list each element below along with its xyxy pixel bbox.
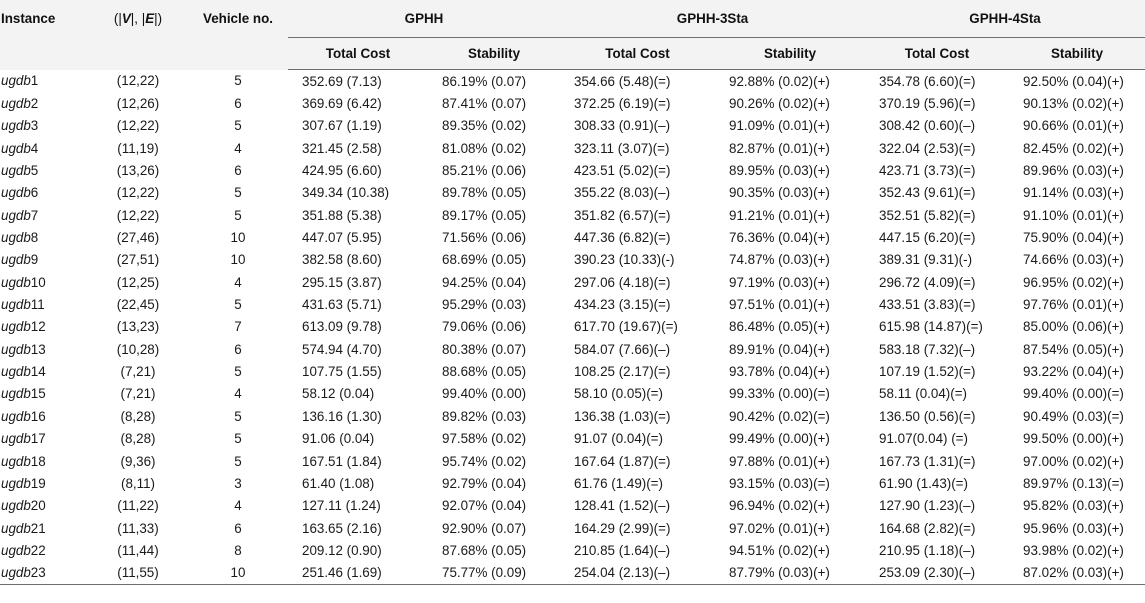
total-cost-header: Total Cost [288,38,428,70]
gphh-3sta-total-cost-cell: 351.82 (6.57)(=) [574,207,671,223]
vehicle-cell: 7 [234,319,242,335]
gphh-4sta-total-cost-cell: 296.72 (4.09)(=) [879,274,976,290]
gphh-3sta-stability-cell: 76.36% (0.04)(+) [729,230,830,246]
gphh-4sta-stability-cell: 74.66% (0.03)(+) [1023,252,1124,268]
gphh-3sta-stability-cell: 86.48% (0.05)(+) [729,319,830,335]
gphh-4sta-total-cost-cell: 322.04 (2.53)(=) [879,140,976,156]
instance-prefix: ugdb [1,408,31,424]
gphh-4sta-stability-cell: 95.96% (0.03)(+) [1023,520,1124,536]
gphh-4sta-stability-cell: 82.45% (0.02)(+) [1023,140,1124,156]
gphh-total-cost-cell: 351.88 (5.38) [302,207,382,223]
gphh-3sta-total-cost-cell: 61.76 (1.49)(=) [574,475,663,491]
instance-prefix: ugdb [1,96,31,112]
gphh-total-cost-cell: 613.09 (9.78) [302,319,382,335]
instance-number: 1 [30,73,39,89]
group-gphh-4sta-header: GPHH-4Sta [865,0,1145,38]
gphh-3sta-stability-cell: 90.26% (0.02)(+) [729,96,830,112]
gphh-total-cost-cell: 447.07 (5.95) [302,230,382,246]
gphh-4sta-total-cost-cell: 389.31 (9.31)(-) [879,252,973,268]
instance-cell [0,495,88,517]
instance-number: 14 [30,364,46,380]
vertex-edge-cell: (11,22) [117,498,159,514]
table-row [0,360,1145,382]
instance-cell [0,115,88,137]
gphh-stability-cell: 88.68% (0.05) [442,364,527,380]
gphh-3sta-stability-cell: 97.88% (0.01)(+) [729,453,830,469]
gphh-3sta-stability-cell: 96.94% (0.02)(+) [729,498,830,514]
gphh-total-cost-cell: 209.12 (0.90) [302,542,382,558]
gphh-4sta-stability-cell: 95.82% (0.03)(+) [1023,498,1124,514]
instance-number: 10 [30,274,46,290]
gphh-total-cost-cell: 91.06 (0.04) [302,431,375,447]
instance-cell [0,428,88,450]
gphh-3sta-total-cost-cell: 58.10 (0.05)(=) [574,386,663,402]
table-body [0,70,1145,585]
instance-prefix: ugdb [1,185,31,201]
gphh-4sta-total-cost-cell: 164.68 (2.82)(=) [879,520,976,536]
gphh-3sta-total-cost-cell: 128.41 (1.52)(–) [574,498,671,514]
gphh-stability-cell: 89.35% (0.02) [442,118,527,134]
instance-number: 13 [30,341,46,357]
gphh-4sta-total-cost-cell: 61.90 (1.43)(=) [879,475,968,491]
instance-header: Instance [1,11,56,26]
gphh-stability-cell: 89.82% (0.03) [442,408,527,424]
gphh-stability-cell: 89.78% (0.05) [442,185,527,201]
vehicle-cell: 5 [234,118,242,134]
instance-number: 9 [30,252,39,268]
gphh-4sta-total-cost-cell: 253.09 (2.30)(–) [865,562,1009,585]
vehicle-cell: 5 [234,73,242,89]
vehicle-cell: 6 [234,341,242,357]
vehicle-cell: 5 [234,297,242,313]
gphh-3sta-total-cost-cell: 423.51 (5.02)(=) [574,163,671,179]
gphh-4sta-stability-cell: 89.97% (0.13)(=) [1023,475,1124,491]
gphh-4sta-stability-cell: 97.00% (0.02)(+) [1023,453,1124,469]
table-row [0,472,1145,494]
gphh-3sta-stability-cell: 99.33% (0.00)(=) [729,386,830,402]
vehicle-cell: 10 [188,562,288,585]
gphh-stability-cell: 95.29% (0.03) [442,297,527,313]
gphh-stability-cell: 71.56% (0.06) [442,230,527,246]
instance-prefix: ugdb [1,319,31,335]
gphh-3sta-total-cost-cell: 434.23 (3.15)(=) [574,297,671,313]
table-header [0,0,1145,70]
table-row [0,249,1145,271]
vehicle-cell: 4 [234,274,242,290]
table-row [0,92,1145,114]
gphh-stability-cell: 97.58% (0.02) [442,431,527,447]
instance-cell [0,159,88,181]
gphh-stability-cell: 68.69% (0.05) [442,252,527,268]
gphh-4sta-stability-cell: 75.90% (0.04)(+) [1023,230,1124,246]
vehicle-cell: 6 [234,520,242,536]
gphh-4sta-stability-cell: 87.54% (0.05)(+) [1023,341,1124,357]
vertex-edge-cell: (13,26) [116,163,160,179]
gphh-stability-cell: 87.41% (0.07) [442,96,527,112]
gphh-4sta-stability-cell: 85.00% (0.06)(+) [1023,319,1124,335]
vehicle-cell: 5 [234,185,242,201]
vehicle-cell: 4 [234,386,242,402]
instance-prefix: ugdb [1,252,31,268]
gphh-stability-cell: 92.07% (0.04) [442,498,527,514]
vertex-edge-cell: (10,28) [116,341,160,357]
gphh-3sta-stability-cell: 94.51% (0.02)(+) [729,542,830,558]
gphh-stability-cell: 95.74% (0.02) [442,453,527,469]
gphh-total-cost-cell: 107.75 (1.55) [302,364,382,380]
gphh-4sta-stability-cell: 87.02% (0.03)(+) [1009,562,1145,585]
instance-cell [0,204,88,226]
table-row [0,226,1145,248]
table-row [0,383,1145,405]
instance-prefix: ugdb [1,297,31,313]
gphh-total-cost-cell: 431.63 (5.71) [302,297,382,313]
table-row [0,182,1145,204]
gphh-4sta-stability-cell: 91.10% (0.01)(+) [1023,207,1124,223]
vertex-edge-cell: (27,46) [116,230,160,246]
vehicle-cell: 6 [234,96,242,112]
vertex-edge-cell: (12,22) [116,73,160,89]
instance-prefix: ugdb [1,140,31,156]
gphh-total-cost-cell: 61.40 (1.08) [302,475,375,491]
gphh-3sta-stability-cell: 82.87% (0.01)(+) [729,140,830,156]
instance-number: 16 [30,408,46,424]
gphh-4sta-stability-cell: 99.40% (0.00)(=) [1023,386,1124,402]
instance-cell [0,92,88,114]
instance-cell [0,137,88,159]
table-row [0,293,1145,315]
gphh-3sta-stability-cell: 93.78% (0.04)(+) [729,364,830,380]
vertex-edge-cell: (12,22) [116,118,160,134]
vehicle-header: Vehicle no. [203,11,273,26]
gphh-4sta-total-cost-cell: 167.73 (1.31)(=) [879,453,976,469]
instance-cell [0,182,88,204]
table-row [0,159,1145,181]
gphh-4sta-stability-cell: 99.50% (0.00)(+) [1023,431,1124,447]
gphh-4sta-stability-cell: 93.98% (0.02)(+) [1023,542,1124,558]
gphh-stability-cell: 92.79% (0.04) [442,475,527,491]
instance-prefix: ugdb [1,453,31,469]
gphh-4sta-total-cost-cell: 127.90 (1.23)(–) [879,498,976,514]
gphh-4sta-total-cost-cell: 354.78 (6.60)(=) [879,73,976,89]
gphh-3sta-stability-cell: 90.35% (0.03)(+) [729,185,830,201]
gphh-3sta-stability-cell: 91.09% (0.01)(+) [729,118,830,134]
gphh-total-cost-cell: 295.15 (3.87) [302,274,382,290]
table-row [0,562,1145,585]
gphh-stability-cell: 86.19% (0.07) [442,73,527,89]
gphh-3sta-stability-cell: 87.79% (0.03)(+) [715,562,865,585]
instance-cell [0,383,88,405]
instance-cell [0,539,88,561]
vertex-edge-cell: (11,55) [88,562,188,585]
vehicle-cell: 6 [234,163,242,179]
gphh-4sta-stability-cell: 92.50% (0.04)(+) [1023,73,1124,89]
gphh-4sta-stability-cell: 90.13% (0.02)(+) [1023,96,1124,112]
vertex-edge-cell: (7,21) [120,364,156,380]
gphh-total-cost-cell: 424.95 (6.60) [302,163,382,179]
instance-cell [0,271,88,293]
vertex-edge-cell: (12,22) [116,185,160,201]
instance-number: 15 [30,386,46,402]
gphh-stability-cell: 89.17% (0.05) [442,207,527,223]
vehicle-cell: 4 [234,140,242,156]
instance-cell [0,226,88,248]
gphh-stability-cell: 79.06% (0.06) [442,319,527,335]
gphh-4sta-stability-cell: 90.49% (0.03)(=) [1023,408,1124,424]
vertex-edge-cell: (11,44) [117,542,159,558]
instance-number: 20 [30,498,46,514]
gphh-total-cost-cell: 574.94 (4.70) [302,341,382,357]
instance-number: 18 [30,453,46,469]
gphh-4sta-stability-cell: 97.76% (0.01)(+) [1023,297,1124,313]
gphh-total-cost-cell: 321.45 (2.58) [302,140,382,156]
instance-cell [0,562,88,585]
instance-number: 2 [30,96,39,112]
gphh-4sta-stability-cell: 89.96% (0.03)(+) [1023,163,1124,179]
gphh-3sta-total-cost-cell: 167.64 (1.87)(=) [574,453,671,469]
instance-cell [0,316,88,338]
gphh-4sta-total-cost-cell: 423.71 (3.73)(=) [879,163,976,179]
instance-prefix: ugdb [1,386,31,402]
vertex-edge-cell: (22,45) [116,297,160,313]
gphh-4sta-stability-cell: 96.95% (0.02)(+) [1023,274,1124,290]
group-gphh-3sta-header: GPHH-3Sta [560,0,865,38]
gphh-total-cost-cell: 136.16 (1.30) [302,408,382,424]
gphh-4sta-total-cost-cell: 308.42 (0.60)(–) [879,118,976,134]
gphh-4sta-stability-cell: 91.14% (0.03)(+) [1023,185,1124,201]
table-row [0,271,1145,293]
gphh-3sta-stability-cell: 74.87% (0.03)(+) [729,252,830,268]
vehicle-cell: 5 [234,453,242,469]
vertex-edge-cell: (8,11) [121,475,155,491]
instance-number: 12 [30,319,46,335]
gphh-3sta-stability-cell: 92.88% (0.02)(+) [729,73,830,89]
instance-number: 17 [30,431,46,447]
instance-cell [0,70,88,93]
gphh-total-cost-cell: 58.12 (0.04) [302,386,375,402]
gphh-3sta-stability-cell: 97.19% (0.03)(+) [729,274,830,290]
gphh-3sta-total-cost-cell: 308.33 (0.91)(–) [574,118,671,134]
vertex-edge-cell: (8,28) [120,408,156,424]
gphh-stability-cell: 99.40% (0.00) [442,386,527,402]
table-row [0,70,1145,93]
instance-prefix: ugdb [1,475,31,491]
gphh-3sta-total-cost-cell: 164.29 (2.99)(=) [574,520,671,536]
vertex-edge-cell: (7,21) [120,386,156,402]
gphh-3sta-stability-cell: 97.51% (0.01)(+) [729,297,830,313]
instance-prefix: ugdb [1,163,31,179]
table-row [0,204,1145,226]
table-row [0,539,1145,561]
gphh-3sta-stability-cell: 89.91% (0.04)(+) [729,341,830,357]
stability-header: Stability [1009,38,1145,70]
instance-cell [0,360,88,382]
instance-cell [0,293,88,315]
gphh-stability-cell: 92.90% (0.07) [442,520,527,536]
gphh-3sta-total-cost-cell: 210.85 (1.64)(–) [574,542,671,558]
table-row [0,517,1145,539]
gphh-3sta-total-cost-cell: 354.66 (5.48)(=) [574,73,671,89]
instance-prefix: ugdb [1,542,31,558]
table-row [0,115,1145,137]
gphh-3sta-total-cost-cell: 108.25 (2.17)(=) [574,364,671,380]
gphh-4sta-total-cost-cell: 136.50 (0.56)(=) [879,408,976,424]
stability-header: Stability [715,38,865,70]
gphh-stability-cell: 87.68% (0.05) [442,542,527,558]
gphh-3sta-total-cost-cell: 617.70 (19.67)(=) [574,319,678,335]
vertex-edge-cell: (13,23) [116,319,160,335]
instance-number: 23 [30,565,46,581]
gphh-4sta-total-cost-cell: 615.98 (14.87)(=) [879,319,983,335]
gphh-3sta-total-cost-cell: 355.22 (8.03)(–) [574,185,671,201]
gphh-3sta-total-cost-cell: 136.38 (1.03)(=) [574,408,671,424]
gphh-4sta-total-cost-cell: 91.07(0.04) (=) [879,431,968,447]
gphh-3sta-total-cost-cell: 584.07 (7.66)(–) [574,341,671,357]
instance-cell [0,472,88,494]
total-cost-header: Total Cost [560,38,715,70]
instance-prefix: ugdb [1,341,31,357]
total-cost-header: Total Cost [865,38,1009,70]
gphh-4sta-total-cost-cell: 352.51 (5.82)(=) [879,207,976,223]
gphh-total-cost-cell: 307.67 (1.19) [302,118,382,134]
vertex-edge-cell: (9,36) [120,453,156,469]
gphh-3sta-stability-cell: 89.95% (0.03)(+) [729,163,830,179]
gphh-4sta-stability-cell: 90.66% (0.01)(+) [1023,118,1124,134]
gphh-4sta-total-cost-cell: 447.15 (6.20)(=) [879,230,976,246]
gphh-4sta-total-cost-cell: 370.19 (5.96)(=) [879,96,976,112]
vehicle-cell: 5 [234,364,242,380]
gphh-3sta-total-cost-cell: 91.07 (0.04)(=) [574,431,663,447]
gphh-4sta-stability-cell: 93.22% (0.04)(+) [1023,364,1124,380]
gphh-3sta-stability-cell: 99.49% (0.00)(+) [729,431,830,447]
gphh-total-cost-cell: 382.58 (8.60) [302,252,382,268]
table-row [0,495,1145,517]
table-row [0,405,1145,427]
instance-number: 19 [30,475,46,491]
vertex-edge-cell: (12,26) [116,96,160,112]
instance-number: 4 [30,140,39,156]
instance-prefix: ugdb [1,498,31,514]
instance-number: 21 [30,520,46,536]
instance-prefix: ugdb [1,207,31,223]
instance-cell [0,450,88,472]
instance-prefix: ugdb [1,565,31,581]
instance-cell [0,338,88,360]
gphh-3sta-total-cost-cell: 390.23 (10.33)(-) [574,252,675,268]
instance-cell [0,405,88,427]
vehicle-cell: 10 [230,230,246,246]
vertex-edge-cell: (12,25) [116,274,160,290]
instance-prefix: ugdb [1,364,31,380]
gphh-total-cost-cell: 163.65 (2.16) [302,520,382,536]
gphh-3sta-total-cost-cell: 323.11 (3.07)(=) [574,140,670,156]
gphh-4sta-total-cost-cell: 352.43 (9.61)(=) [879,185,976,201]
vertex-edge-cell: (12,22) [116,207,160,223]
gphh-3sta-stability-cell: 91.21% (0.01)(+) [729,207,830,223]
vehicle-cell: 5 [234,431,242,447]
instance-number: 8 [30,230,39,246]
gphh-total-cost-cell: 251.46 (1.69) [288,562,428,585]
gphh-3sta-total-cost-cell: 297.06 (4.18)(=) [574,274,671,290]
table-row [0,428,1145,450]
vehicle-cell: 8 [234,542,242,558]
table-row [0,316,1145,338]
table-row [0,338,1145,360]
instance-prefix: ugdb [1,431,31,447]
instance-prefix: ugdb [1,274,31,290]
vertex-edge-cell: (11,33) [117,520,159,536]
instance-number: 3 [30,118,39,134]
gphh-3sta-stability-cell: 90.42% (0.02)(=) [729,408,830,424]
gphh-stability-cell: 80.38% (0.07) [442,341,527,357]
gphh-stability-cell: 81.08% (0.02) [442,140,527,156]
group-gphh-header: GPHH [288,0,560,38]
gphh-4sta-total-cost-cell: 58.11 (0.04)(=) [879,386,967,402]
gphh-total-cost-cell: 352.69 (7.13) [302,73,382,89]
stability-header: Stability [428,38,560,70]
gphh-4sta-total-cost-cell: 107.19 (1.52)(=) [879,364,976,380]
gphh-total-cost-cell: 349.34 (10.38) [302,185,390,201]
vertex-edge-cell: (27,51) [116,252,160,268]
gphh-3sta-total-cost-cell: 372.25 (6.19)(=) [574,96,671,112]
instance-number: 22 [30,542,46,558]
gphh-stability-cell: 75.77% (0.09) [428,562,560,585]
instance-prefix: ugdb [1,230,31,246]
instance-prefix: ugdb [1,520,31,536]
gphh-total-cost-cell: 127.11 (1.24) [302,498,381,514]
instance-prefix: ugdb [1,73,31,89]
vehicle-cell: 5 [234,207,242,223]
instance-prefix: ugdb [1,118,31,134]
gphh-3sta-total-cost-cell: 447.36 (6.82)(=) [574,230,671,246]
table-row [0,450,1145,472]
instance-cell [0,249,88,271]
instance-number: 5 [30,163,39,179]
instance-number: 11 [30,297,45,313]
gphh-stability-cell: 94.25% (0.04) [442,274,527,290]
gphh-4sta-total-cost-cell: 433.51 (3.83)(=) [879,297,976,313]
vertex-edge-cell: (8,28) [120,431,156,447]
table-row [0,137,1145,159]
gphh-total-cost-cell: 369.69 (6.42) [302,96,382,112]
gphh-4sta-total-cost-cell: 583.18 (7.32)(–) [879,341,976,357]
gphh-4sta-total-cost-cell: 210.95 (1.18)(–) [879,542,976,558]
gphh-3sta-stability-cell: 97.02% (0.01)(+) [729,520,830,536]
instance-number: 7 [30,207,39,223]
gphh-3sta-stability-cell: 93.15% (0.03)(=) [729,475,830,491]
vehicle-cell: 4 [234,498,242,514]
vehicle-cell: 3 [234,475,242,491]
gphh-total-cost-cell: 167.51 (1.84) [302,453,382,469]
vertex-edge-header: (|V|, |E|) [113,11,163,26]
instance-number: 6 [30,185,39,201]
gphh-3sta-total-cost-cell: 254.04 (2.13)(–) [560,562,715,585]
instance-cell [0,517,88,539]
vehicle-cell: 10 [230,252,246,268]
gphh-stability-cell: 85.21% (0.06) [442,163,527,179]
vehicle-cell: 5 [234,408,242,424]
vertex-edge-cell: (11,19) [117,140,159,156]
